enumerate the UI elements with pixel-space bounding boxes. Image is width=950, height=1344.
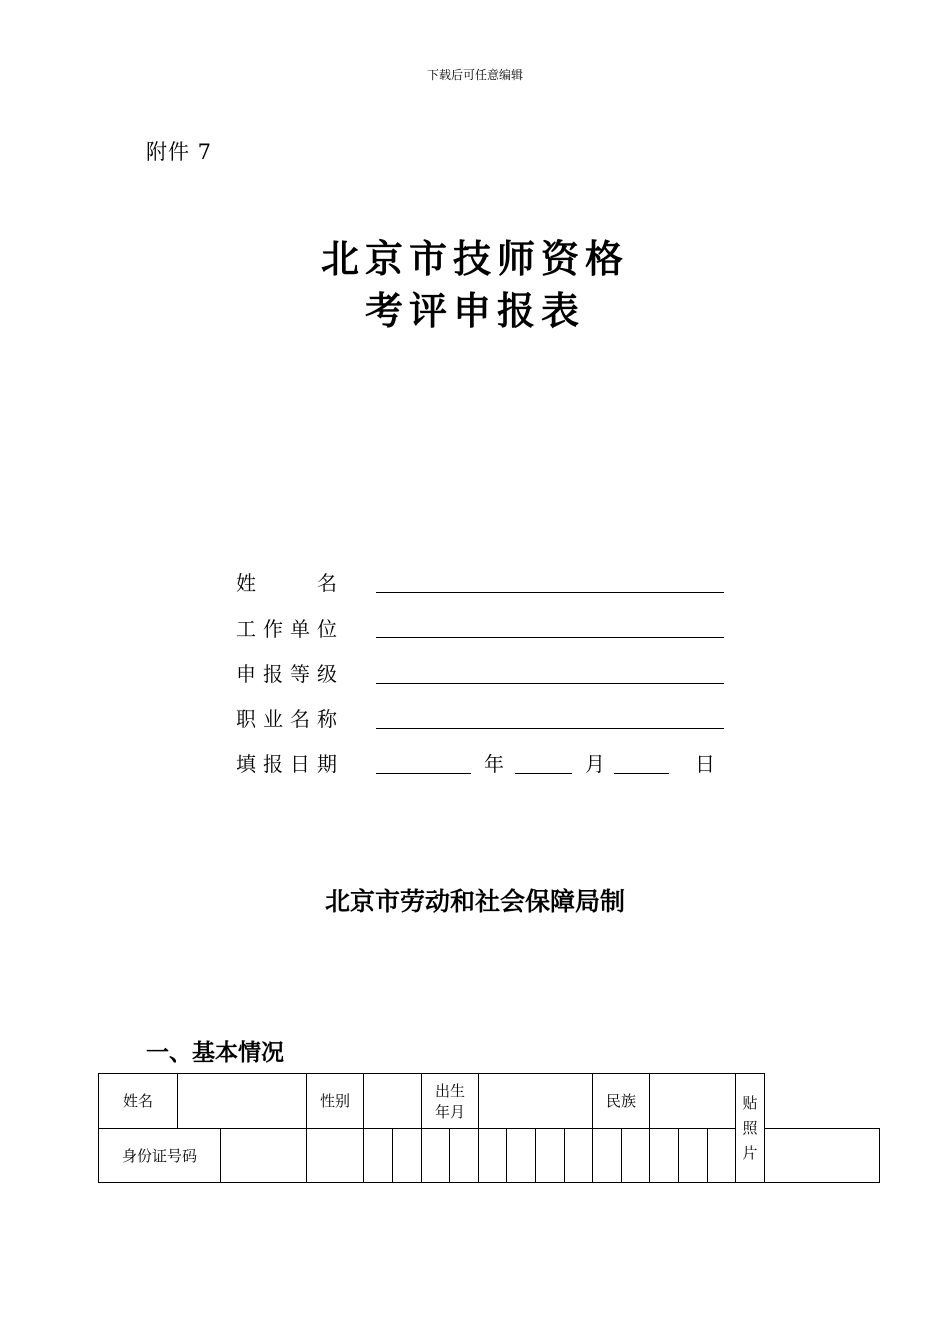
id-digit-box[interactable]: [536, 1128, 565, 1183]
field-label-occupation: 职业名称: [236, 707, 344, 731]
id-digit-box[interactable]: [393, 1128, 422, 1183]
id-digit-box[interactable]: [479, 1128, 507, 1183]
id-digit-box[interactable]: [622, 1128, 650, 1183]
attachment-label: 附件 7: [146, 140, 213, 164]
birth-label-line-1: 出生: [435, 1081, 466, 1100]
section-title: 一、基本情况: [146, 1040, 284, 1066]
field-line-level[interactable]: [376, 683, 724, 684]
field-line-name[interactable]: [376, 592, 724, 593]
id-digit-box[interactable]: [507, 1128, 536, 1183]
id-digit-box[interactable]: [708, 1128, 736, 1183]
gender-label: 性别: [307, 1074, 364, 1129]
date-year-unit: 年: [484, 752, 504, 776]
date-month-unit: 月: [585, 752, 605, 776]
issuer: 北京市劳动和社会保障局制: [324, 887, 625, 916]
id-digit-box[interactable]: [593, 1128, 622, 1183]
id-digit-box[interactable]: [221, 1128, 307, 1183]
id-label: 身份证号码: [99, 1128, 221, 1183]
birth-label: [422, 1074, 479, 1129]
ethnicity-label: 民族: [593, 1074, 650, 1129]
name-label: 姓名: [99, 1074, 178, 1129]
field-label-date: 填报日期: [236, 752, 344, 776]
id-digit-box[interactable]: [307, 1128, 364, 1183]
id-digit-box[interactable]: [679, 1128, 708, 1183]
id-digit-box[interactable]: [765, 1128, 880, 1183]
basic-info-table: [98, 1073, 880, 1183]
id-digit-box[interactable]: [450, 1128, 479, 1183]
header-note: 下载后可任意编辑: [426, 68, 523, 82]
photo-label-1: 贴: [742, 1093, 758, 1112]
date-day-blank[interactable]: [614, 773, 669, 774]
date-year-blank[interactable]: [376, 773, 471, 774]
date-day-unit: 日: [695, 752, 715, 776]
field-line-workplace[interactable]: [376, 637, 724, 638]
photo-cell: [736, 1074, 765, 1183]
ethnicity-value[interactable]: [650, 1074, 736, 1129]
date-month-blank[interactable]: [515, 773, 572, 774]
form-title-line-1: 北京市技师资格: [320, 237, 629, 281]
name-value[interactable]: [178, 1074, 307, 1129]
photo-label-2: 照: [742, 1118, 758, 1137]
birth-value[interactable]: [479, 1074, 593, 1129]
id-digit-box[interactable]: [650, 1128, 679, 1183]
field-label-name: 姓 名: [236, 571, 344, 595]
id-digit-box[interactable]: [422, 1128, 450, 1183]
field-label-level: 申报等级: [236, 662, 344, 686]
id-digit-box[interactable]: [364, 1128, 393, 1183]
birth-label-line-2: 年月: [435, 1102, 466, 1121]
photo-label-3: 片: [742, 1143, 758, 1162]
field-label-workplace: 工作单位: [236, 617, 344, 641]
form-title-line-2: 考评申报表: [364, 289, 585, 333]
field-line-occupation[interactable]: [376, 728, 724, 729]
gender-value[interactable]: [364, 1074, 422, 1129]
id-digit-box[interactable]: [565, 1128, 593, 1183]
